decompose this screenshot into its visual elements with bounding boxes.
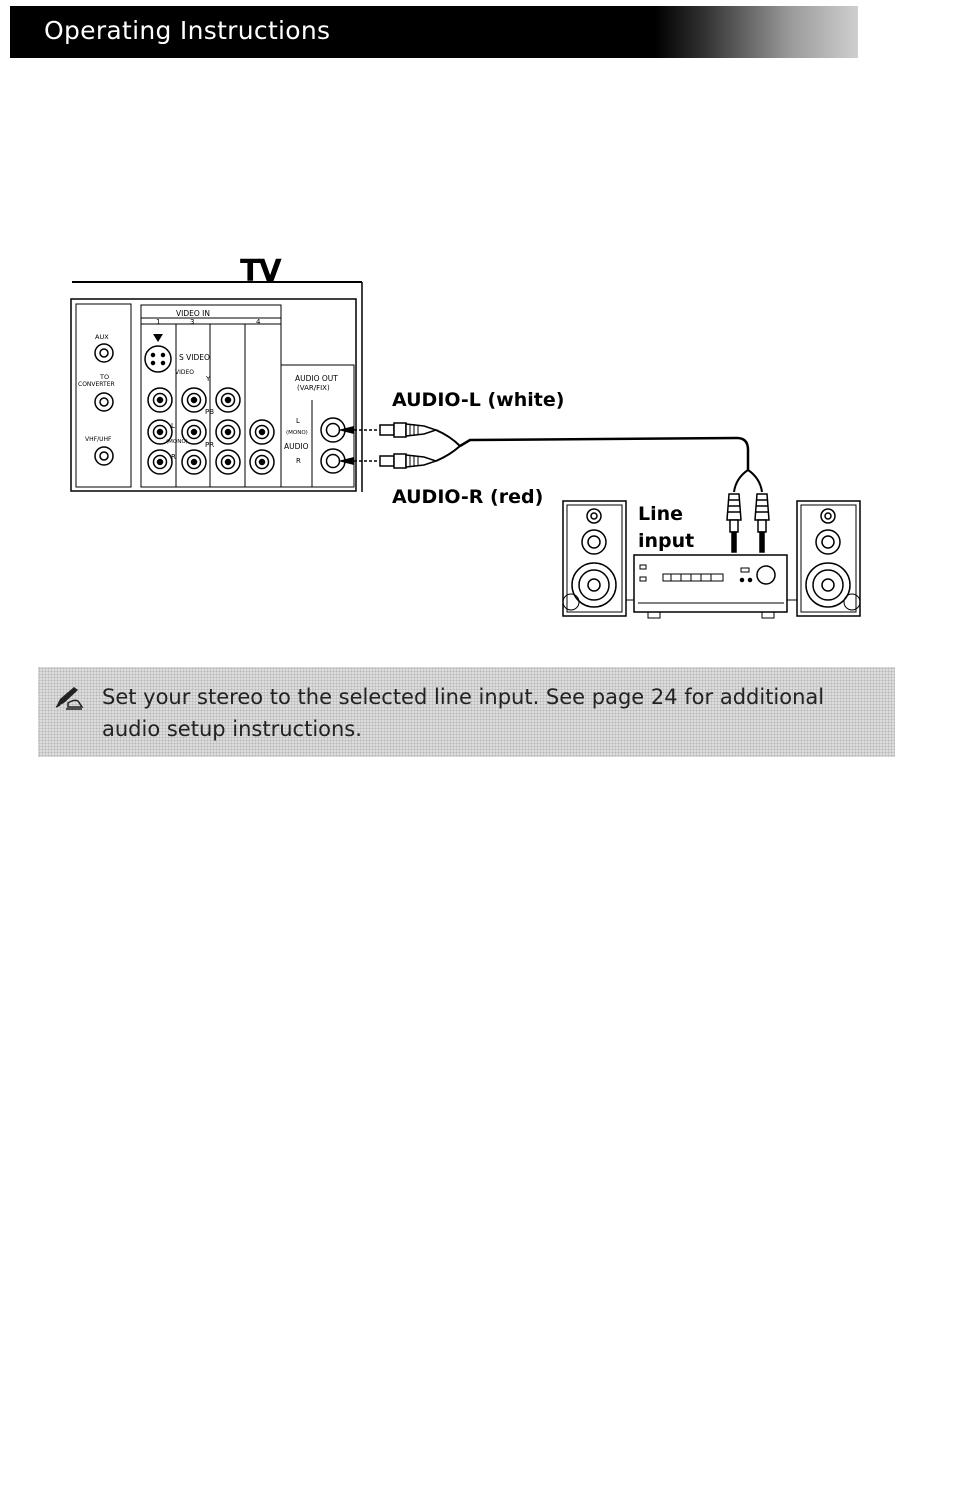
var-fix-label: (VAR/FIX) — [297, 384, 330, 392]
pb-label: PB — [205, 408, 215, 416]
audio-out-label: AUDIO OUT — [295, 374, 338, 383]
aux-label: AUX — [95, 333, 109, 341]
connection-diagram — [0, 0, 954, 660]
input-label: input — [638, 530, 695, 552]
audio-out-jacks — [321, 418, 345, 473]
input-1-label: 1 — [156, 318, 161, 326]
s-video-label: S VIDEO — [179, 353, 210, 362]
out-r-label: R — [296, 457, 301, 465]
y-label: Y — [206, 375, 211, 383]
r-label: R — [171, 453, 176, 461]
audio-r-label: AUDIO-R (red) — [392, 486, 544, 508]
video-label: VIDEO — [175, 369, 195, 376]
input-1-arrow — [153, 334, 163, 342]
aux-jack — [95, 344, 113, 362]
tv-label: TV — [240, 254, 280, 289]
note-box — [38, 667, 895, 757]
video-in-label: VIDEO IN — [176, 309, 210, 318]
vhf-uhf-jack — [95, 447, 113, 465]
right-speaker — [797, 501, 860, 616]
audio-l-label: AUDIO-L (white) — [392, 389, 565, 411]
left-speaker — [563, 501, 626, 616]
rca-jacks — [148, 388, 274, 474]
page-title: Operating Instructions — [44, 16, 331, 45]
note-text: Set your stereo to the selected line input. See page 24 for additional audio setup instructions. — [102, 685, 825, 741]
pr-label: PR — [205, 441, 215, 449]
stereo-system — [563, 501, 860, 618]
line-label: Line — [638, 503, 684, 525]
s-video-jack — [145, 346, 171, 372]
input-4-label: 4 — [256, 318, 261, 326]
line-input-plugs — [727, 494, 769, 552]
vhf-uhf-label: VHF/UHF — [85, 436, 112, 443]
pen-hand-icon — [54, 685, 84, 711]
mono-label: (MONO) — [166, 439, 188, 445]
converter-label: CONVERTER — [78, 381, 115, 388]
out-mono-label: (MONO) — [286, 430, 308, 436]
to-label: TO — [100, 373, 110, 381]
line-input-label — [638, 501, 694, 555]
converter-jack — [95, 393, 113, 411]
out-audio-label: AUDIO — [284, 442, 309, 451]
receiver — [626, 555, 797, 618]
out-l-label: L — [296, 417, 300, 425]
l-label: L — [171, 422, 175, 430]
input-3-label: 3 — [190, 318, 195, 326]
